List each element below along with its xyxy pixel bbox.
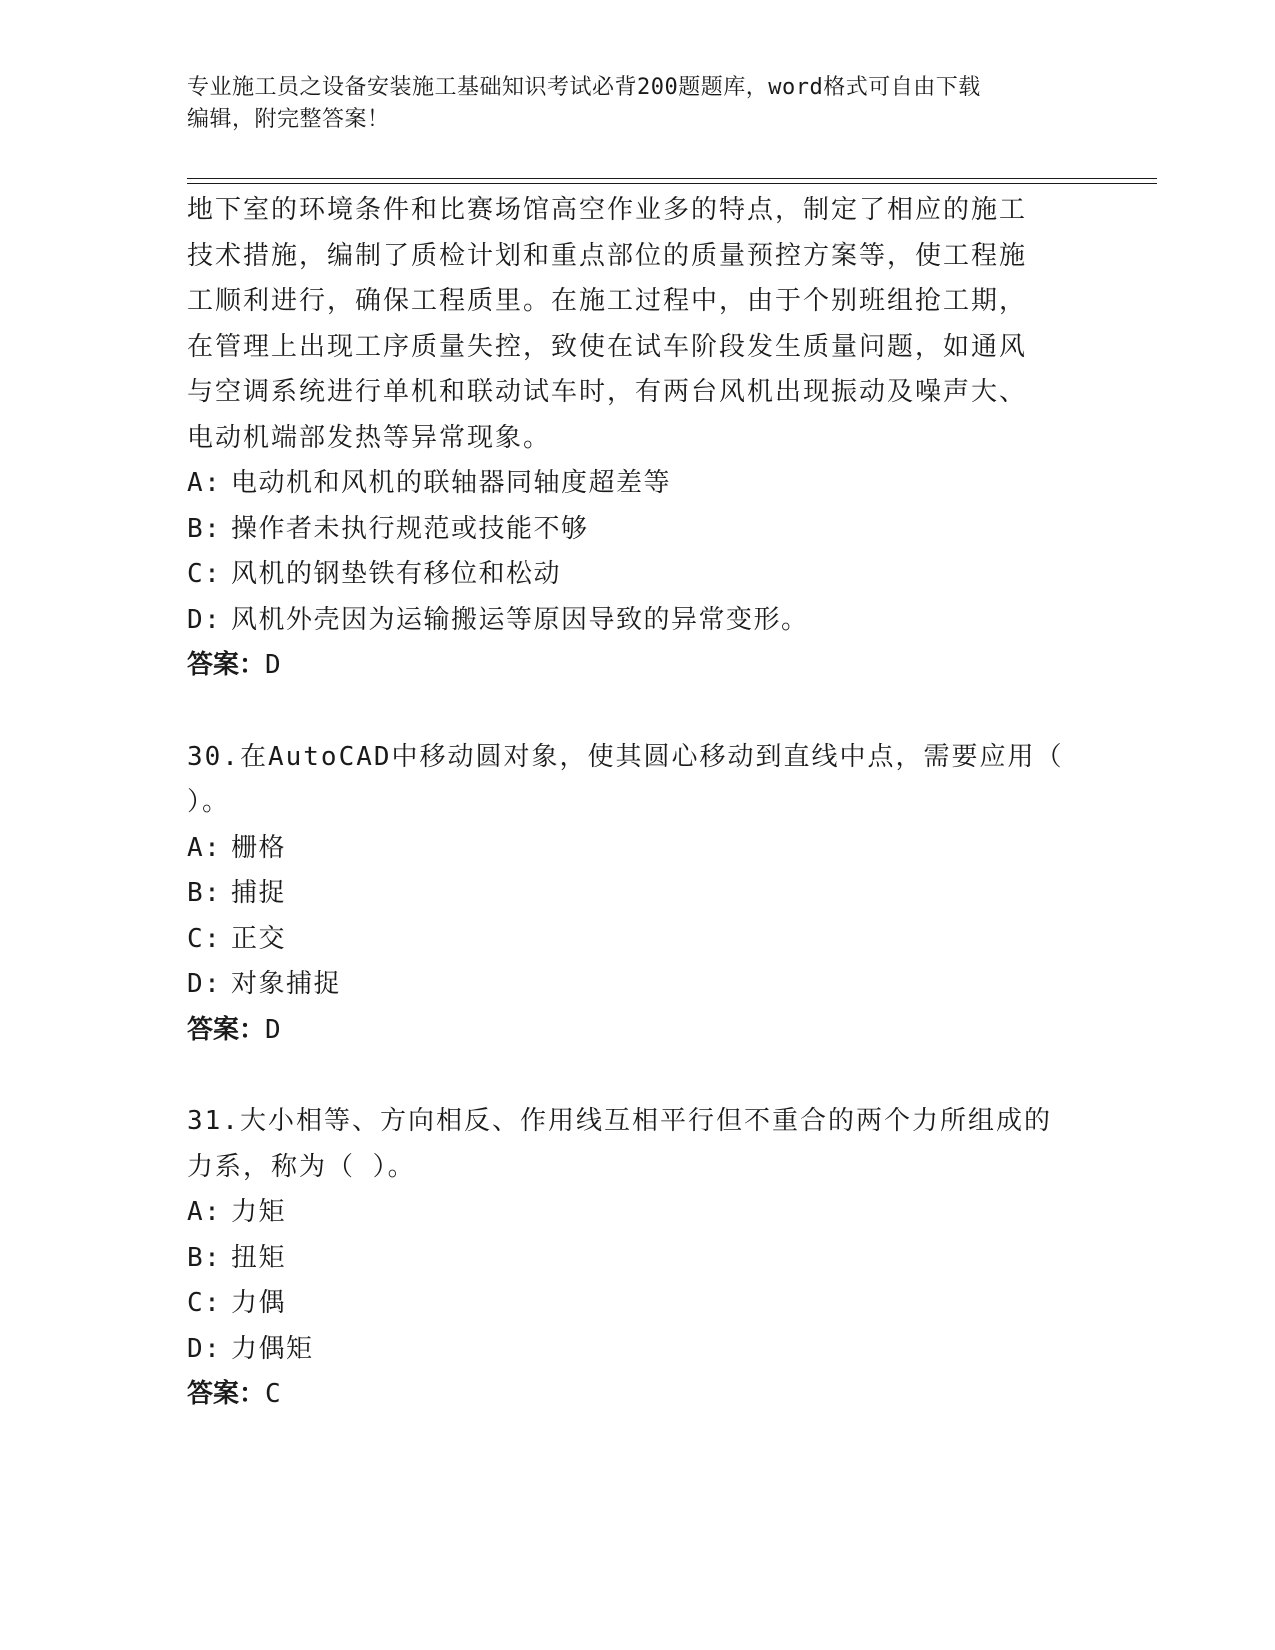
option-b [187,871,1067,917]
option-text: 力偶矩 [231,1333,314,1364]
option-text: 捕捉 [231,878,287,908]
question-text-line: 电动机端部发热等异常现象。 [187,422,552,453]
answer-line [187,643,1067,689]
option-label: B: [187,878,222,908]
option-label: C: [187,1288,222,1318]
option-text: 电动机和风机的联轴器同轴度超差等 [231,468,672,498]
option-a [187,826,1067,872]
question-text-line: 技术措施，编制了质检计划和重点部位的质量预控方案等，使工程施 [187,240,1028,271]
option-d [187,598,1067,644]
answer-label: 答案： [187,1379,266,1409]
option-text: 扭矩 [231,1242,287,1273]
option-text: 栅格 [231,832,287,863]
answer-value: C [265,1379,281,1409]
question-text-line: 30.在AutoCAD中移动圆对象，使其圆心移动到直线中点，需要应用（ [187,741,1064,772]
option-label: B: [187,513,222,544]
answer-line [187,1372,1067,1418]
questions-content [187,188,1067,1418]
option-label: C: [187,559,222,589]
question-text-line: 与空调系统进行单机和联动试车时，有两台风机出现振动及噪声大、 [187,377,1028,407]
option-label: D: [187,604,222,635]
question-text-line: 力系，称为（ ）。 [187,1151,416,1182]
option-text: 力偶 [231,1288,287,1318]
option-text: 风机的钢垫铁有移位和松动 [231,559,562,589]
question-31 [187,1099,1067,1418]
header-divider-top [187,178,1157,179]
document-header [187,72,1067,136]
answer-label: 答案： [187,650,266,680]
option-label: D: [187,969,222,999]
option-b [187,1236,1067,1282]
option-label: A: [187,832,222,863]
option-b [187,507,1067,553]
answer-line [187,1008,1067,1054]
option-text: 正交 [231,923,287,954]
option-text: 力矩 [231,1197,287,1227]
option-d [187,962,1067,1008]
question-29 [187,188,1067,689]
spacer [187,689,1067,735]
question-text-line: ）。 [187,787,231,817]
option-label: D: [187,1333,222,1364]
option-label: C: [187,923,222,954]
header-line-1: 专业施工员之设备安装施工基础知识考试必背200题题库，word格式可自由下载 [187,75,981,100]
question-text-line: 在管理上出现工序质量失控，致使在试车阶段发生质量问题，如通风 [187,331,1028,362]
option-text: 风机外壳因为运输搬运等原因导致的异常变形。 [231,604,809,635]
option-label: B: [187,1242,222,1273]
answer-value: D [265,650,281,680]
answer-label: 答案： [187,1014,266,1045]
option-c [187,1281,1067,1327]
header-line-2: 编辑，附完整答案！ [187,107,390,132]
question-30 [187,735,1067,1054]
option-text: 操作者未执行规范或技能不够 [231,513,589,544]
question-text-line: 地下室的环境条件和比赛场馆高空作业多的特点，制定了相应的施工 [187,195,1028,225]
option-c [187,917,1067,963]
question-text-line: 工顺利进行，确保工程质里。在施工过程中，由于个别班组抢工期， [187,286,1028,316]
spacer [187,1053,1067,1099]
option-label: A: [187,1197,222,1227]
option-c [187,552,1067,598]
option-text: 对象捕捉 [231,969,342,999]
header-divider-bottom [187,183,1157,184]
option-a [187,461,1067,507]
question-text-line: 31.大小相等、方向相反、作用线互相平行但不重合的两个力所组成的 [187,1106,1052,1136]
answer-value: D [265,1014,281,1045]
option-label: A: [187,468,222,498]
option-d [187,1327,1067,1373]
option-a [187,1190,1067,1236]
